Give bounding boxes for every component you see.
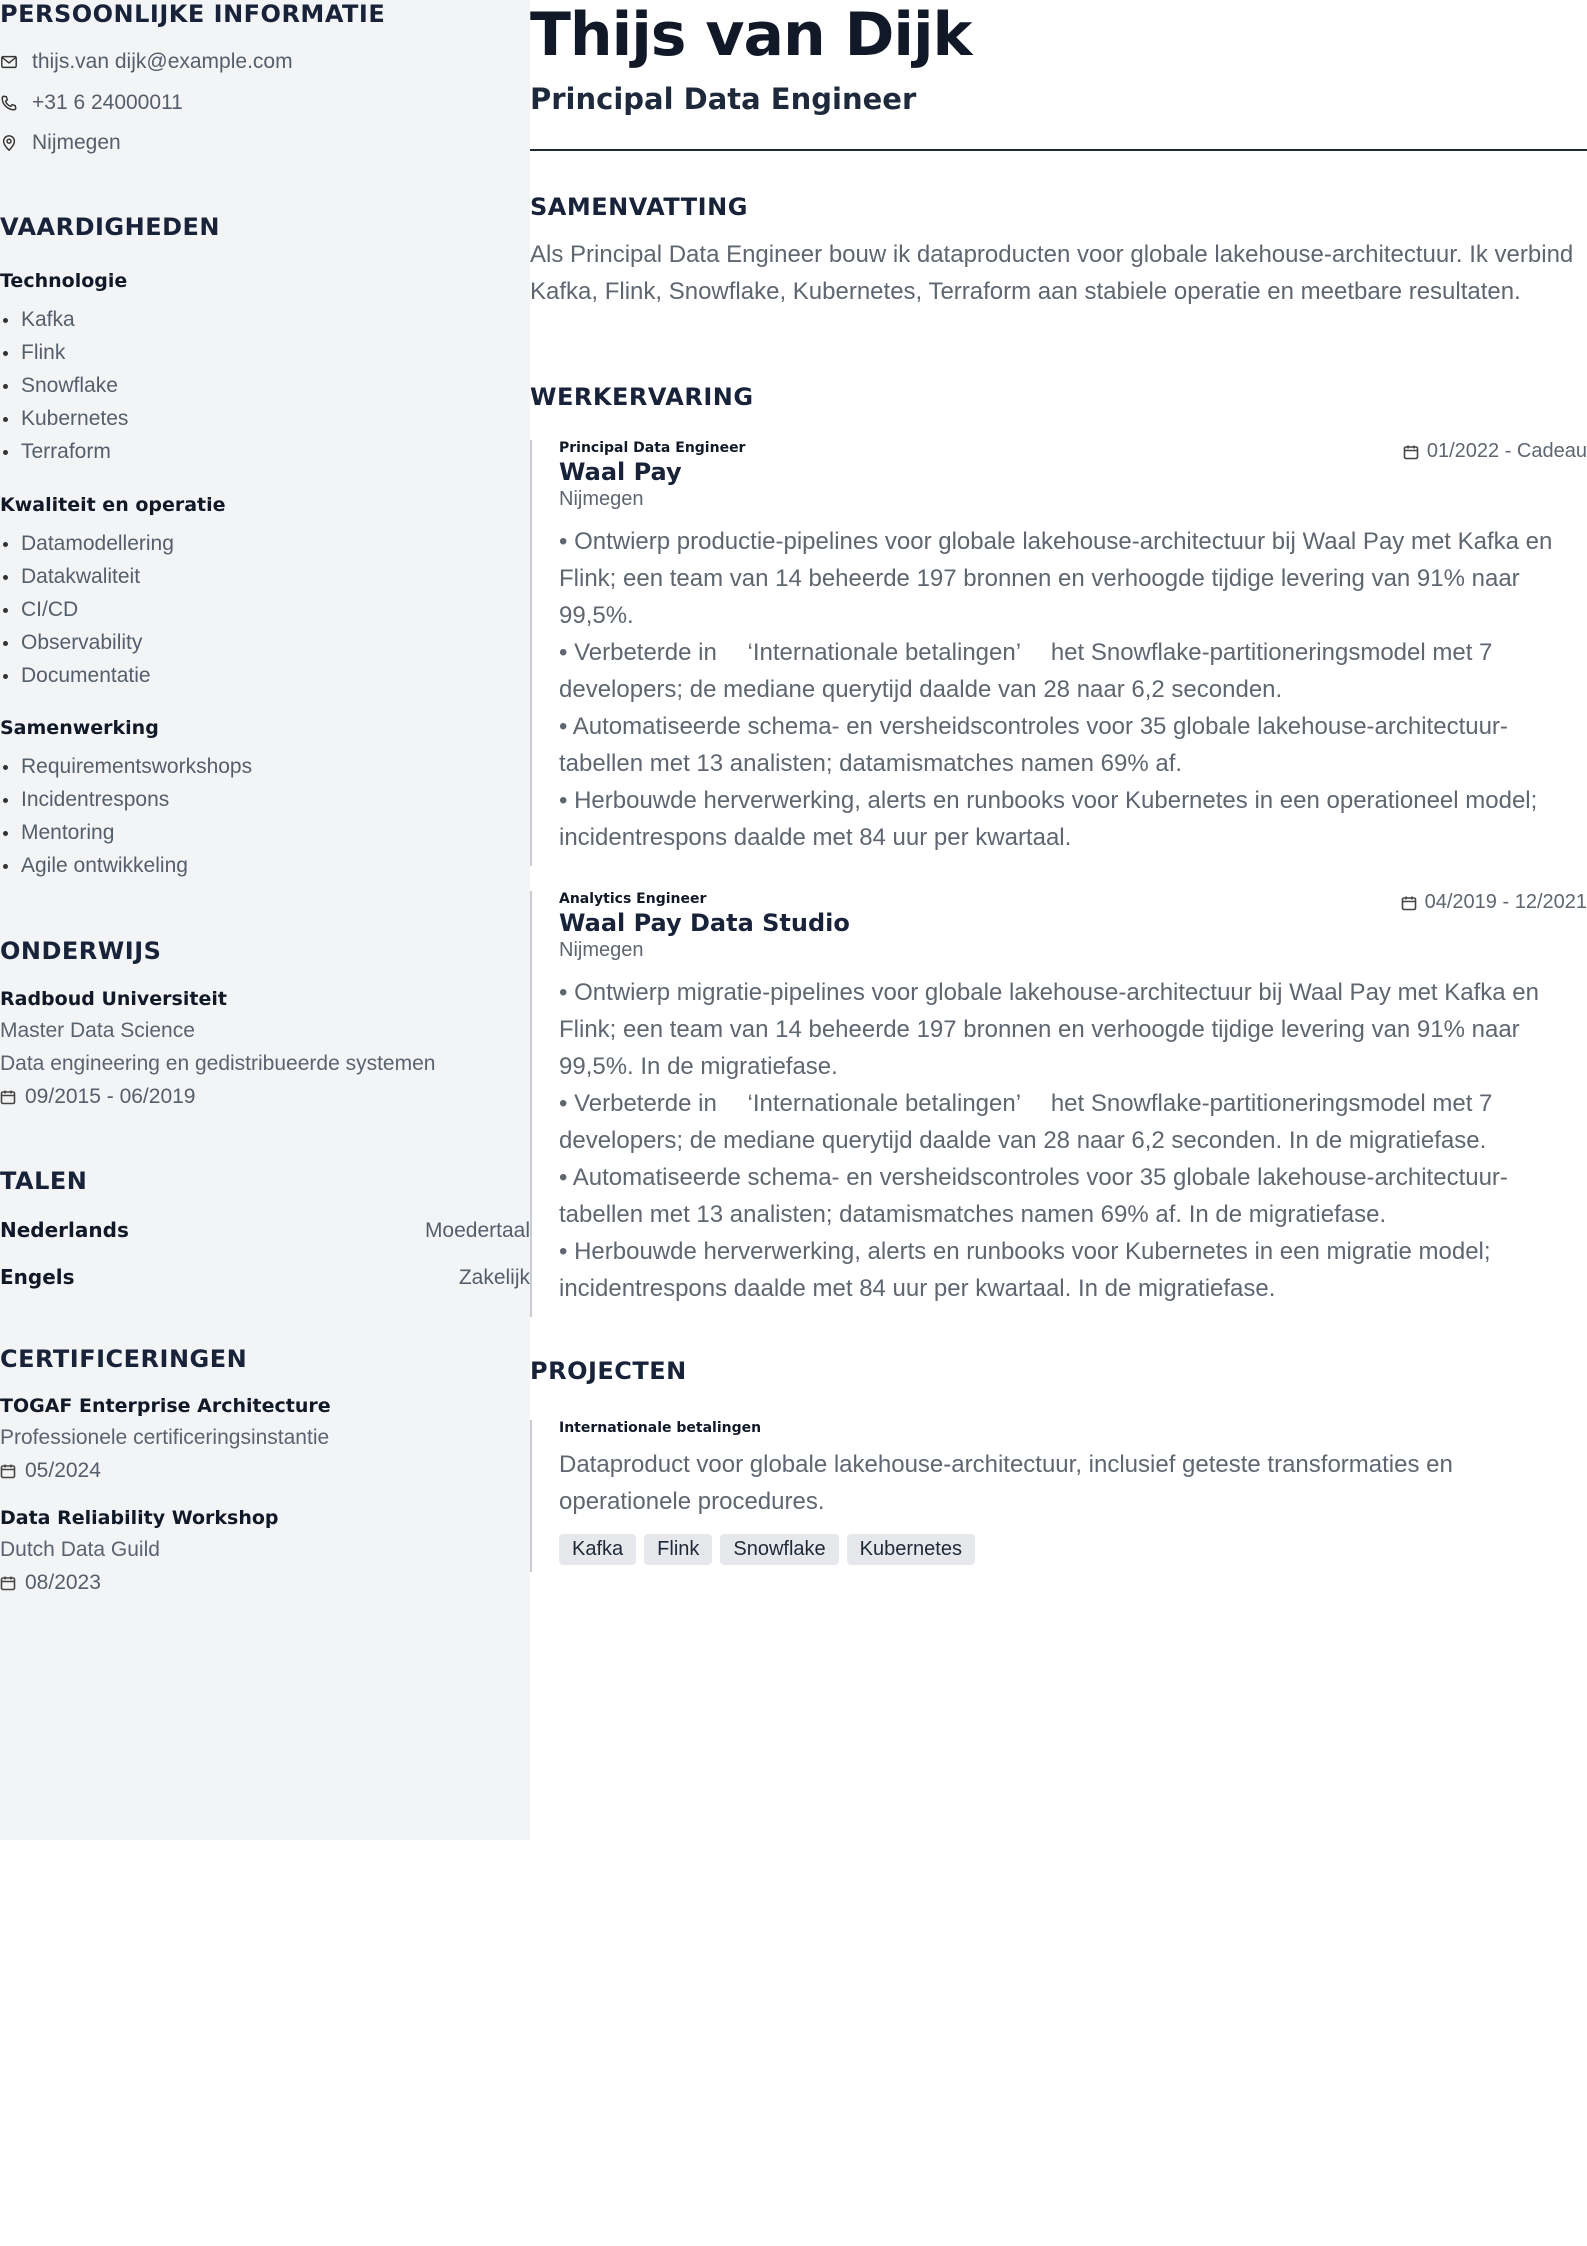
experience-bullet: • Verbeterde in ‘Internationale betalingen’ het Snowflake-partitioneringsmodel met 7 developers; de mediane querytijd daalde van 28 naar 6,2 seconden. <box>559 639 1493 703</box>
location-pin-icon <box>0 134 18 152</box>
mail-icon <box>0 53 18 71</box>
skill-item: Datakwaliteit <box>0 560 530 593</box>
calendar-icon <box>1401 895 1417 911</box>
experience-title: WERKERVARING <box>530 383 754 411</box>
education-focus: Data engineering en gedistribueerde systemen <box>0 1052 436 1075</box>
calendar-icon <box>1403 444 1419 460</box>
headline: Principal Data Engineer <box>530 82 917 116</box>
skill-list <box>0 750 530 882</box>
experience-dates <box>1401 891 1587 914</box>
location-text: Nijmegen <box>32 131 121 154</box>
language-name: Engels <box>0 1265 75 1289</box>
experience-bullet: • Herbouwde herverwerking, alerts en runbooks voor Kubernetes in een migratie model; incidentrespons daalde met 84 uur per kwartaal. In de migratiefase. <box>559 1238 1491 1302</box>
personal-info-title: PERSOONLIJKE INFORMATIE <box>0 0 386 28</box>
experience-bullets <box>559 974 1587 1307</box>
project-description: Dataproduct voor globale lakehouse-architectuur, inclusief geteste transformaties en operationele procedures. <box>559 1451 1453 1515</box>
sidebar <box>0 0 530 1840</box>
education-dates <box>0 1085 530 1109</box>
experience-location: Nijmegen <box>559 939 644 961</box>
skill-item: Mentoring <box>0 816 530 849</box>
skill-item: Agile ontwikkeling <box>0 849 530 882</box>
certification-issuer: Dutch Data Guild <box>0 1538 160 1561</box>
certification-issuer: Professionele certificeringsinstantie <box>0 1426 330 1449</box>
certification-entry <box>0 1507 530 1595</box>
skill-item: Documentatie <box>0 659 530 692</box>
skill-list <box>0 527 530 692</box>
project-name: Internationale betalingen <box>559 1420 762 1436</box>
project-tag: Kafka <box>559 1534 636 1565</box>
certification-date <box>0 1571 530 1595</box>
certification-name: TOGAF Enterprise Architecture <box>0 1395 331 1417</box>
language-level: Moedertaal <box>424 1219 530 1242</box>
skill-group-kwaliteit <box>0 494 530 692</box>
skill-item: Flink <box>0 336 530 369</box>
skill-group-title: Kwaliteit en operatie <box>0 494 226 516</box>
education-degree: Master Data Science <box>0 1019 195 1042</box>
education-entry <box>0 988 530 1109</box>
language-level: Zakelijk <box>458 1266 530 1289</box>
skill-group-technologie <box>0 270 530 468</box>
experience-location: Nijmegen <box>559 488 644 510</box>
skill-item: Terraform <box>0 435 530 468</box>
experience-bullets <box>559 523 1587 856</box>
skill-item: CI/CD <box>0 593 530 626</box>
certification-entry <box>0 1395 530 1483</box>
certification-date-text: 05/2024 <box>25 1459 101 1482</box>
experience-company: Waal Pay <box>559 458 682 486</box>
skill-item: Requirementsworkshops <box>0 750 530 783</box>
project-tags <box>559 1534 1587 1565</box>
experience-company: Waal Pay Data Studio <box>559 909 850 937</box>
experience-bullet: • Automatiseerde schema- en versheidscontroles voor 35 globale lakehouse-architectuur-tabellen met 13 analisten; datamismatches namen 69% af. In de migratiefase. <box>559 1164 1508 1228</box>
location-row <box>0 131 121 155</box>
experience-entry <box>530 440 1587 866</box>
phone-icon <box>0 94 18 112</box>
skill-item: Observability <box>0 626 530 659</box>
skill-list <box>0 303 530 468</box>
experience-bullet: • Verbeterde in ‘Internationale betalingen’ het Snowflake-partitioneringsmodel met 7 developers; de mediane querytijd daalde van 28 naar 6,2 seconden. In de migratiefase. <box>559 1090 1493 1154</box>
education-title: ONDERWIJS <box>0 937 162 965</box>
calendar-icon <box>0 1463 16 1479</box>
project-tag: Snowflake <box>720 1534 838 1565</box>
languages-title: TALEN <box>0 1167 88 1195</box>
skill-item: Snowflake <box>0 369 530 402</box>
skill-item: Kubernetes <box>0 402 530 435</box>
person-name: Thijs van Dijk <box>530 0 972 70</box>
skill-item: Kafka <box>0 303 530 336</box>
experience-role: Analytics Engineer <box>559 891 707 907</box>
language-row <box>0 1218 530 1243</box>
skill-group-title: Technologie <box>0 270 128 292</box>
summary-title: SAMENVATTING <box>530 193 748 221</box>
education-dates-text: 09/2015 - 06/2019 <box>25 1085 196 1108</box>
experience-dates <box>1403 440 1587 463</box>
skill-item: Datamodellering <box>0 527 530 560</box>
phone-text: +31 6 24000011 <box>32 91 183 114</box>
languages-list <box>0 1218 530 1290</box>
experience-dates-text: 04/2019 - 12/2021 <box>1424 891 1587 913</box>
education-school: Radboud Universiteit <box>0 988 227 1010</box>
experience-role: Principal Data Engineer <box>559 440 746 456</box>
project-tag: Kubernetes <box>847 1534 975 1565</box>
email-text: thijs.van dijk@example.com <box>32 50 293 73</box>
language-name: Nederlands <box>0 1218 129 1242</box>
experience-entry <box>530 891 1587 1317</box>
language-row <box>0 1265 530 1290</box>
phone-row <box>0 91 183 115</box>
experience-dates-text: 01/2022 - Cadeau <box>1426 440 1587 462</box>
calendar-icon <box>0 1089 16 1105</box>
certification-date <box>0 1459 530 1483</box>
project-entry <box>530 1420 1587 1572</box>
skill-group-title: Samenwerking <box>0 717 159 739</box>
certifications-title: CERTIFICERINGEN <box>0 1345 248 1373</box>
experience-bullet: • Ontwierp migratie-pipelines voor globale lakehouse-architectuur bij Waal Pay met Kafka en Flink; een team van 14 beheerde 197 bronnen en verhoogde tijdige levering van 91% naar 99,5%. In de migratiefase. <box>559 979 1539 1080</box>
projects-title: PROJECTEN <box>530 1357 687 1385</box>
experience-bullet: • Ontwierp productie-pipelines voor globale lakehouse-architectuur bij Waal Pay met Kafka en Flink; een team van 14 beheerde 197 bronnen en verhoogde tijdige levering van 91% naar 99,5%. <box>559 528 1553 629</box>
certification-date-text: 08/2023 <box>25 1571 101 1594</box>
certification-name: Data Reliability Workshop <box>0 1507 279 1529</box>
experience-bullet: • Automatiseerde schema- en versheidscontroles voor 35 globale lakehouse-architectuur-tabellen met 13 analisten; datamismatches namen 69% af. <box>559 713 1508 777</box>
summary-text: Als Principal Data Engineer bouw ik dataproducten voor globale lakehouse-architectuur. Ik verbind Kafka, Flink, Snowflake, Kubernetes, Terraform aan stabiele operatie en meetbare resultaten. <box>530 241 1574 305</box>
project-tag: Flink <box>644 1534 712 1565</box>
calendar-icon <box>0 1575 16 1591</box>
experience-bullet: • Herbouwde herverwerking, alerts en runbooks voor Kubernetes in een operationeel model; incidentrespons daalde met 84 uur per kwartaal. <box>559 787 1538 851</box>
email-row <box>0 50 293 74</box>
skill-group-samenwerking <box>0 717 530 882</box>
header-divider <box>530 149 1587 151</box>
skill-item: Incidentrespons <box>0 783 530 816</box>
skills-title: VAARDIGHEDEN <box>0 213 221 241</box>
